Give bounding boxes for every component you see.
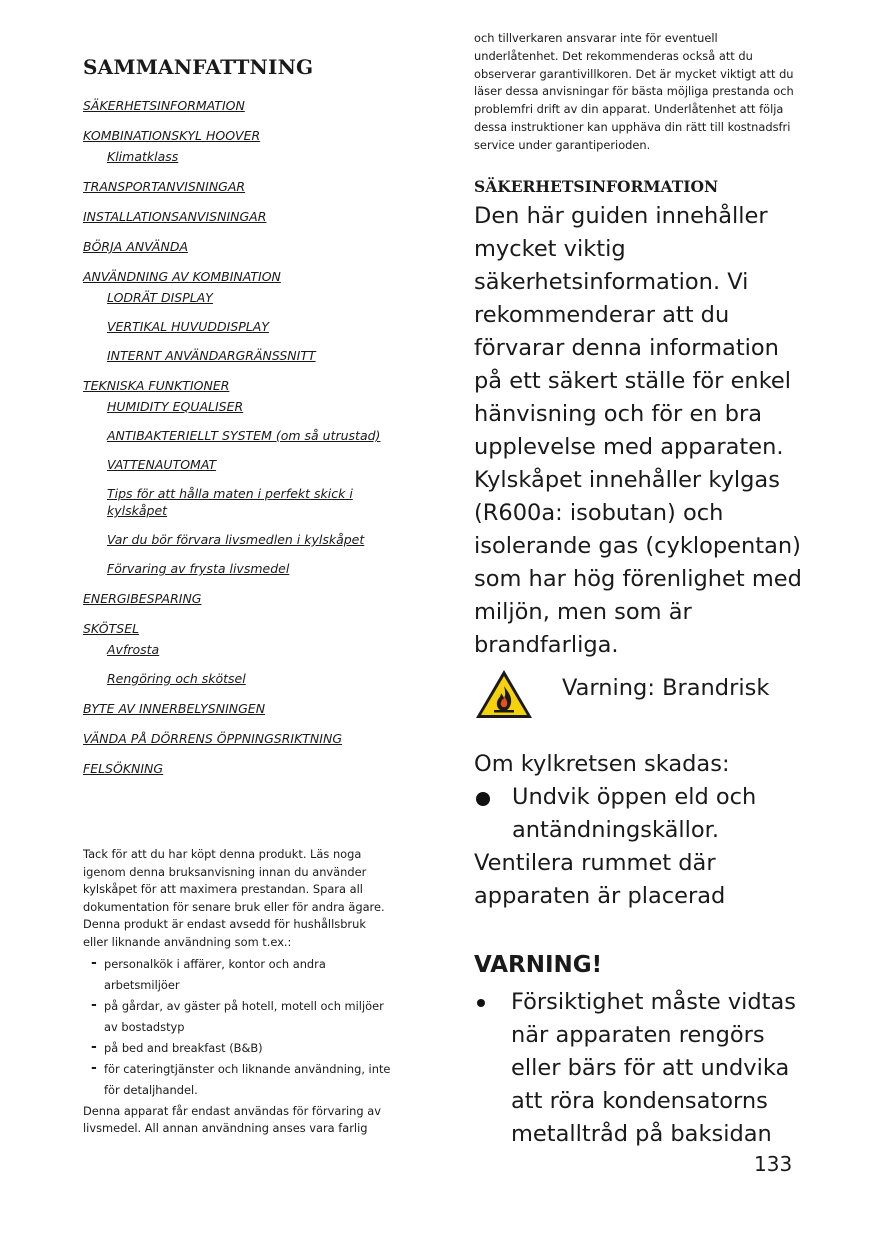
toc-link[interactable]: LODRÄT DISPLAY	[107, 290, 213, 305]
fire-warning	[474, 668, 804, 728]
toc-link[interactable]: TRANSPORTANVISNINGAR	[83, 179, 246, 194]
safety-text: Den här guiden innehåller mycket viktig säkerhetsinformation. Vi rekommenderar att du förvarar denna information på ett säkert ställe för enkel hänvisning och för en bra upplevelse med apparaten. Kylskåpet innehåller kylgas (R600a: isobutan) och isolerande gas (cyklopentan) som har hög förenlighet med miljön, men som är brandfarliga.	[474, 202, 802, 658]
fire-hazard-icon	[474, 668, 534, 720]
usage-item: - på bed and breakfast (B&B)	[83, 1038, 393, 1059]
toc-link[interactable]: Rengöring och skötsel	[107, 671, 246, 686]
toc-link[interactable]: KOMBINATIONSKYL HOOVER	[83, 128, 261, 143]
varning-item	[474, 986, 804, 1151]
toc-link[interactable]: ANTIBAKTERIELLT SYSTEM (om så utrustad)	[107, 428, 381, 443]
toc-link[interactable]: INTERNT ANVÄNDARGRÄNSSNITT	[107, 348, 316, 363]
toc-link[interactable]: Klimatklass	[107, 149, 179, 164]
table-of-contents	[83, 55, 403, 777]
toc-list	[83, 97, 403, 777]
usage-item: - personalkök i affärer, kontor och andra arbetsmiljöer	[83, 954, 393, 996]
toc-link[interactable]: ENERGIBESPARING	[83, 591, 202, 606]
circuit-text: Ventilera rummet där apparaten är placerad	[474, 849, 726, 909]
toc-link[interactable]: FELSÖKNING	[83, 761, 164, 776]
toc-link[interactable]: BYTE AV INNERBELYSNINGEN	[83, 701, 266, 716]
circuit-heading: Om kylkretsen skadas:	[474, 750, 730, 777]
continuation-paragraph: och tillverkaren ansvarar inte för eventuell underlåtenhet. Det rekommenderas också att du observerar garantivillkoren. Det är mycket viktigt att du läser dessa anvisningar för bästa möjliga prestanda och problemfri drift av din apparat. Underlåtenhet att följa dessa instruktioner kan upphäva din rätt till kostnadsfri service under garantiperioden.	[474, 31, 794, 152]
toc-link[interactable]: VERTIKAL HUVUDDISPLAY	[107, 319, 269, 334]
intro-section	[83, 846, 393, 1138]
usage-list	[83, 954, 393, 1101]
toc-link[interactable]: HUMIDITY EQUALISER	[107, 399, 244, 414]
varning-title: VARNING!	[474, 951, 603, 978]
right-column	[474, 30, 804, 1151]
toc-link[interactable]: VÄNDA PÅ DÖRRENS ÖPPNINGSRIKTNING	[83, 731, 343, 746]
toc-link[interactable]: SKÖTSEL	[83, 621, 140, 636]
toc-link[interactable]: INSTALLATIONSANVISNINGAR	[83, 209, 267, 224]
safety-heading: SÄKERHETSINFORMATION	[474, 176, 719, 196]
toc-link[interactable]: Avfrosta	[107, 642, 160, 657]
bullet-dot	[477, 999, 485, 1007]
usage-item: - för cateringtjänster och liknande användning, inte för detaljhandel.	[83, 1059, 393, 1101]
toc-link[interactable]: Förvaring av frysta livsmedel	[107, 561, 290, 576]
intro-paragraph: Tack för att du har köpt denna produkt. Läs noga igenom denna bruksanvisning innan du använder kylskåpet för att maximera prestandan. Spara all dokumentation för senare bruk eller för andra ägare. Denna produkt är endast avsedd för hushållsbruk eller liknande användning som t.ex.:	[83, 847, 385, 949]
circuit-bullet-text: Undvik öppen eld och antändningskällor.	[512, 783, 757, 843]
toc-link[interactable]: SÄKERHETSINFORMATION	[83, 98, 245, 113]
toc-title: SAMMANFATTNING	[83, 55, 314, 79]
circuit-section	[474, 748, 804, 913]
toc-link[interactable]: TEKNISKA FUNKTIONER	[83, 378, 230, 393]
toc-link[interactable]: BÖRJA ANVÄNDA	[83, 239, 188, 254]
bullet-dot	[476, 792, 490, 806]
toc-link[interactable]: ANVÄNDNING AV KOMBINATION	[83, 269, 281, 284]
circuit-bullet	[474, 781, 804, 847]
toc-link[interactable]: Tips för att hålla maten i perfekt skick i kylskåpet	[107, 486, 353, 518]
usage-item: - på gårdar, av gäster på hotell, motell och miljöer av bostadstyp	[83, 996, 393, 1038]
toc-link[interactable]: VATTENAUTOMAT	[107, 457, 217, 472]
varning-item-text: Försiktighet måste vidtas när apparaten rengörs eller bärs för att undvika att röra kondensatorns metalltråd på baksidan	[511, 988, 797, 1147]
intro-closing: Denna apparat får endast användas för förvaring av livsmedel. All annan användning anses vara farlig	[83, 1103, 381, 1136]
toc-link[interactable]: Var du bör förvara livsmedlen i kylskåpet	[107, 532, 365, 547]
page-number: 133	[754, 1152, 793, 1176]
warning-label: Varning: Brandrisk	[562, 674, 770, 701]
